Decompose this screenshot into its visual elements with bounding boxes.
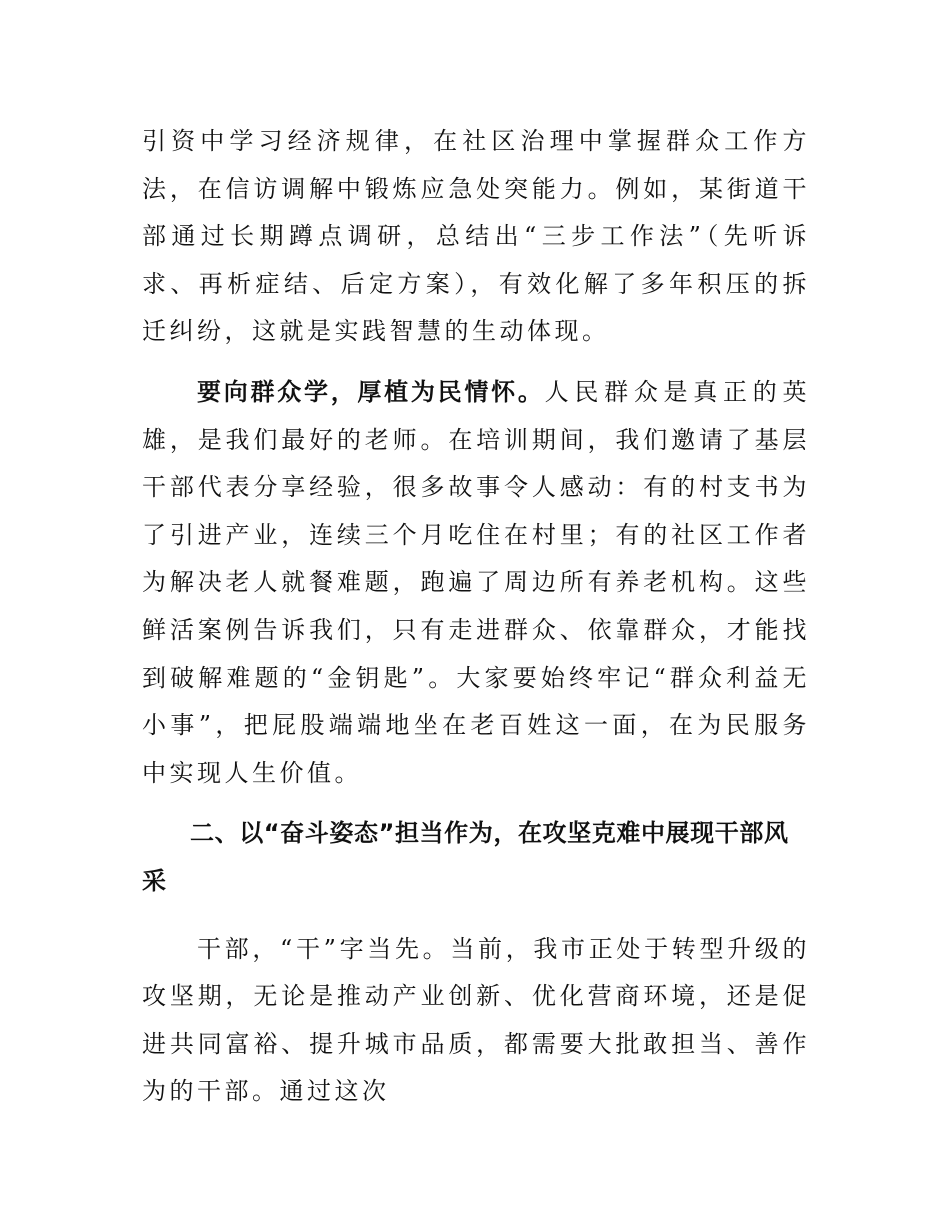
document-page bbox=[142, 118, 810, 1116]
paragraph-lead-sentence: 要向群众学，厚植为民情怀。 bbox=[197, 377, 545, 406]
paragraph-practice-wisdom bbox=[142, 118, 810, 356]
paragraph-text: 人民群众是真正的英雄，是我们最好的老师。在培训期间，我们邀请了基层干部代表分享经验，很多故事令人感动：有的村支书为了引进产业，连续三个月吃住在村里；有的社区工作者为解决老人就餐难题，跑遍了周边所有养老机构。这些鲜活案例告诉我们，只有走进群众、依靠群众，才能找到破解难题的“金钥匙”。大家要始终牢记“群众利益无小事”，把屁股端端地坐在老百姓这一面，在为民服务中实现人生价值。 bbox=[142, 377, 811, 787]
paragraph-cadres-act-first bbox=[142, 926, 810, 1116]
paragraph-text: 引资中学习经济规律，在社区治理中掌握群众工作方法，在信访调解中锻炼应急处突能力。例如，某街道干部通过长期蹲点调研，总结出“三步工作法”（先听诉求、再析症结、后定方案），有效化解了多年积压的拆迁纠纷，这就是实践智慧的生动体现。 bbox=[142, 127, 810, 346]
paragraph-text: 干部，“干”字当先。当前，我市正处于转型升级的攻坚期，无论是推动产业创新、优化营商环境，还是促进共同富裕、提升城市品质，都需要大批敢担当、善作为的干部。通过这次 bbox=[142, 934, 810, 1106]
paragraph-learn-from-masses bbox=[142, 369, 810, 797]
section-heading: 二、以“奋斗姿态”担当作为，在攻坚克难中展现干部风采 bbox=[142, 819, 789, 895]
